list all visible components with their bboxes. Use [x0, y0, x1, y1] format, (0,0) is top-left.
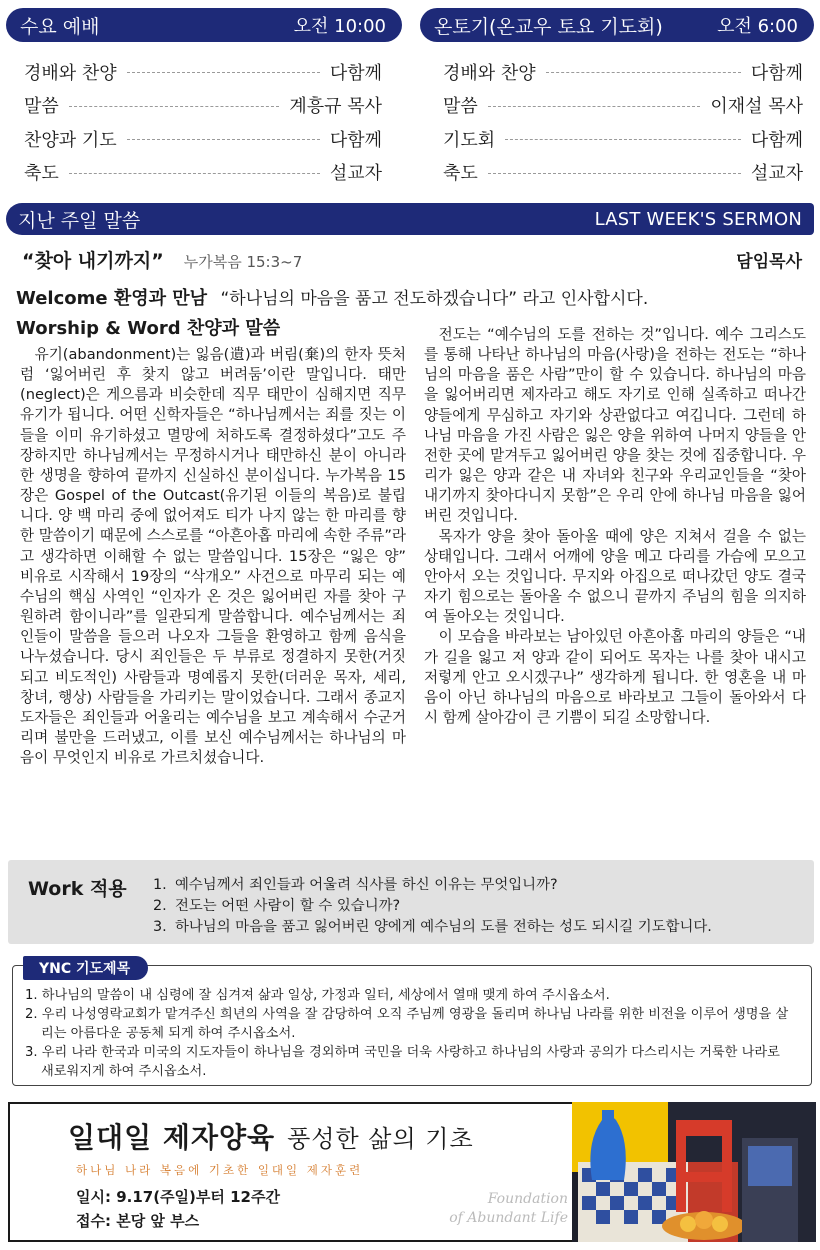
item-number: 1.	[153, 877, 167, 893]
work-application-box	[8, 860, 814, 944]
service-item-label: 말씀	[443, 96, 478, 118]
service-row	[24, 89, 382, 123]
preacher: 담임목사	[736, 252, 802, 272]
service-item-label: 축도	[24, 163, 59, 185]
sermon-right-column	[424, 325, 806, 728]
sermon-title: “찾아 내기까지”	[22, 250, 164, 272]
wednesday-service-time: 오전 10:00	[293, 16, 386, 37]
sermon-section-title-en: LAST WEEK'S SERMON	[594, 208, 802, 230]
discipleship-promo	[8, 1102, 814, 1242]
dotted-leader	[127, 72, 320, 73]
list-item	[153, 875, 712, 896]
saturday-service-time: 오전 6:00	[717, 16, 798, 37]
service-row	[24, 122, 382, 156]
ync-prayer-box	[12, 961, 812, 1086]
dotted-leader	[488, 106, 701, 107]
saturday-service-header	[420, 8, 814, 42]
item-number: 3.	[153, 919, 167, 935]
list-item: 2. 우리 나성영락교회가 맡겨주신 희년의 사역을 잘 감당하여 오직 주님께 영광을 돌리며 하나님 나라를 위한 비전을 이루어 생명을 살리는 아름다운 공동체 되게 하여 주시옵소서.	[25, 1007, 789, 1041]
prayer-list	[25, 986, 795, 1081]
sermon-left-column	[20, 345, 406, 768]
wednesday-order-of-service	[24, 55, 382, 189]
list-item: 3. 우리 나라 한국과 미국의 지도자들이 하나님을 경외하며 국민을 더욱 사랑하고 하나님의 사랑과 공의가 다스리시는 거룩한 나라로 새로워지게 하여 주시옵소서.	[25, 1045, 780, 1079]
service-row	[443, 89, 803, 123]
promo-signup: 접수: 본당 앞 부스	[76, 1212, 200, 1230]
service-item-label: 경배와 찬양	[24, 62, 117, 84]
item-text: 하나님의 마음을 품고 잃어버린 양에게 예수님의 도를 전하는 성도 되시길 기도합니다.	[175, 919, 712, 935]
service-item-person: 다함께	[329, 62, 382, 84]
dotted-leader	[127, 139, 320, 140]
dotted-leader	[69, 106, 280, 107]
dotted-leader	[546, 72, 741, 73]
sermon-paragraph: 유기(abandonment)는 잃음(遺)과 버림(棄)의 한자 뜻처럼 ‘잃어버린 후 찾지 않고 버려둠’이란 말입니다. 태만(neglect)은 게으름과 비슷한데 직무 태만이 심해지면 직무 유기가 됩니다. 어떤 신학자들은 “하나님께서는 죄를 짓는 이들을 이미 유기하셨고 멸망에 처하도록 결정하셨다”고도 주장하지만 하나님께서는 무정하시거나 태만하신 분이 아니라 한 생명을 향하여 끝까지 신실하신 분이십니다. 누가복음 15장은 Gospel of the Outcast(유기된 이들의 복음)로 불립니다. 양 백 마리 중에 없어져도 티가 나지 않는 한 마리를 향한 말씀이기 때문에 스스로를 “아흔아홉 마리에 속한 주류”라고 생각하면 이해할 수 없는 말씀입니다. 15장은 “잃은 양” 비유로 시작해서 19장의 “삭개오” 사건으로 마무리 되는 예수님의 핵심 사역인 “인자가 온 것은 잃어버린 자를 찾아 구원하려 함이니라”를 일관되게 말씀합니다. 예수님께서는 죄인들이 말씀을 들으러 나오자 그들을 환영하고 함께 음식을 나누셨습니다. 당시 죄인들은 두 부류로 정결하지 못한(거짓되고 비도적인) 사람들과 명예롭지 못한(더러운 목자, 세리, 창녀, 행상) 사람들을 가리키는 말이었습니다. 그래서 종교지도자들은 죄인들과 어울리는 예수님을 보고 계속해서 수군거리며 불만을 드러냈고, 이를 보신 예수님께서는 하나님의 마음이 무엇인지 비유로 가르치셨습니다.	[20, 346, 406, 767]
promo-title: 일대일 제자양육	[68, 1121, 276, 1154]
sermon-paragraph: 이 모습을 바라보는 남아있던 아흔아홉 마리의 양들은 “내가 길을 잃고 저 양과 같이 되어도 목자는 나를 찾아 내시고 저렇게 안고 오시겠구나” 생각하게 됩니다. 한 영혼을 내 마음이 아닌 하나님의 마음으로 바라보고 그들이 돌아와서 다시 함께 살아감이 큰 기쁨이 되길 소망합니다.	[424, 628, 806, 726]
service-item-label: 경배와 찬양	[443, 62, 536, 84]
promo-tagline: 하나님 나라 복음에 기초한 일대일 제자훈련	[76, 1163, 364, 1177]
sermon-paragraph: 전도는 “예수님의 도를 전하는 것”입니다. 예수 그리스도를 통해 나타난 하나님의 마음(사랑)을 전하는 전도는 “하나님의 마음을 품은 사람”만이 할 수 있습니다. 하나님의 마음을 잃어버리면 제자라고 해도 자기로 인해 실족하고 떠나간 양들에게 무심하고 자기와 상관없다고 여깁니다. 그런데 하나님 마음을 가진 사람은 잃은 양을 위하여 나머지 양들을 안전한 곳에 맡겨두고 잃어버린 양을 찾는 것에 집중합니다. 우리가 잃은 양과 같은 내 자녀와 친구와 우리교인들을 “찾아 내기까지 찾아다니지 못함”은 우리 안에 하나님 마음을 잃어버린 것입니다.	[424, 326, 806, 525]
list-item	[153, 917, 712, 938]
item-text: 전도는 어떤 사람이 할 수 있습니까?	[175, 898, 401, 914]
promo-english-title	[422, 1190, 568, 1228]
service-row	[443, 156, 803, 190]
welcome-text: “하나님의 마음을 품고 전도하겠습니다” 라고 인사합시다.	[220, 289, 649, 309]
wednesday-service-header	[6, 8, 402, 42]
still-life-painting-image	[572, 1102, 816, 1242]
wednesday-service-title: 수요 예배	[20, 15, 100, 38]
service-row	[24, 55, 382, 89]
saturday-service-title: 온토기(온교우 토요 기도회)	[434, 15, 663, 38]
service-item-person: 설교자	[750, 163, 803, 185]
list-item: 1. 하나님의 말씀이 내 심령에 잘 심겨져 삶과 일상, 가정과 일터, 세상에서 열매 맺게 하여 주시옵소서.	[25, 988, 610, 1003]
promo-english-line: of Abundant Life	[449, 1210, 568, 1226]
service-row	[24, 156, 382, 190]
service-item-person: 계흥규 목사	[289, 96, 382, 118]
item-text: 예수님께서 죄인들과 어울려 식사를 하신 이유는 무엇입니까?	[175, 877, 558, 893]
item-number: 2.	[153, 898, 167, 914]
service-item-person: 이재설 목사	[710, 96, 803, 118]
service-item-label: 축도	[443, 163, 478, 185]
service-item-person: 다함께	[329, 129, 382, 151]
service-item-person: 다함께	[750, 62, 803, 84]
dotted-leader	[505, 139, 741, 140]
dotted-leader	[69, 173, 320, 174]
promo-date: 일시: 9.17(주일)부터 12주간	[76, 1188, 280, 1206]
service-item-person: 다함께	[750, 129, 803, 151]
saturday-order-of-service	[443, 55, 803, 189]
promo-english-line: Foundation	[487, 1191, 568, 1207]
work-heading: Work 적용	[28, 878, 127, 900]
worship-heading: Worship & Word 찬양과 말씀	[16, 318, 281, 339]
service-row	[443, 55, 803, 89]
service-item-label: 기도회	[443, 129, 496, 151]
sermon-section-title: 지난 주일 말씀	[18, 209, 141, 232]
welcome-heading: Welcome 환영과 만남	[16, 288, 208, 309]
dotted-leader	[488, 173, 741, 174]
scripture-reference: 누가복음 15:3~7	[183, 253, 303, 271]
sermon-paragraph: 목자가 양을 찾아 돌아올 때에 양은 지쳐서 걸을 수 없는 상태입니다. 그래서 어깨에 양을 메고 다리를 가슴에 모으고 안아서 오는 것입니다. 무지와 아집으로 떠나갔던 양도 결국 자기 힘으로는 돌아올 수 없으니 끝까지 주님의 힘을 의지하여 돌아오는 것입니다.	[424, 527, 806, 626]
work-question-list	[153, 875, 712, 938]
service-row	[443, 122, 803, 156]
promo-title-line	[68, 1116, 474, 1156]
promo-subtitle: 풍성한 삶의 기초	[287, 1125, 474, 1153]
last-week-sermon-header	[6, 203, 814, 235]
welcome-line	[16, 284, 648, 310]
service-item-label: 말씀	[24, 96, 59, 118]
list-item	[153, 896, 712, 917]
ync-heading: YNC 기도제목	[23, 956, 148, 980]
sermon-heading	[22, 246, 802, 273]
service-item-person: 설교자	[329, 163, 382, 185]
service-item-label: 찬양과 기도	[24, 129, 117, 151]
